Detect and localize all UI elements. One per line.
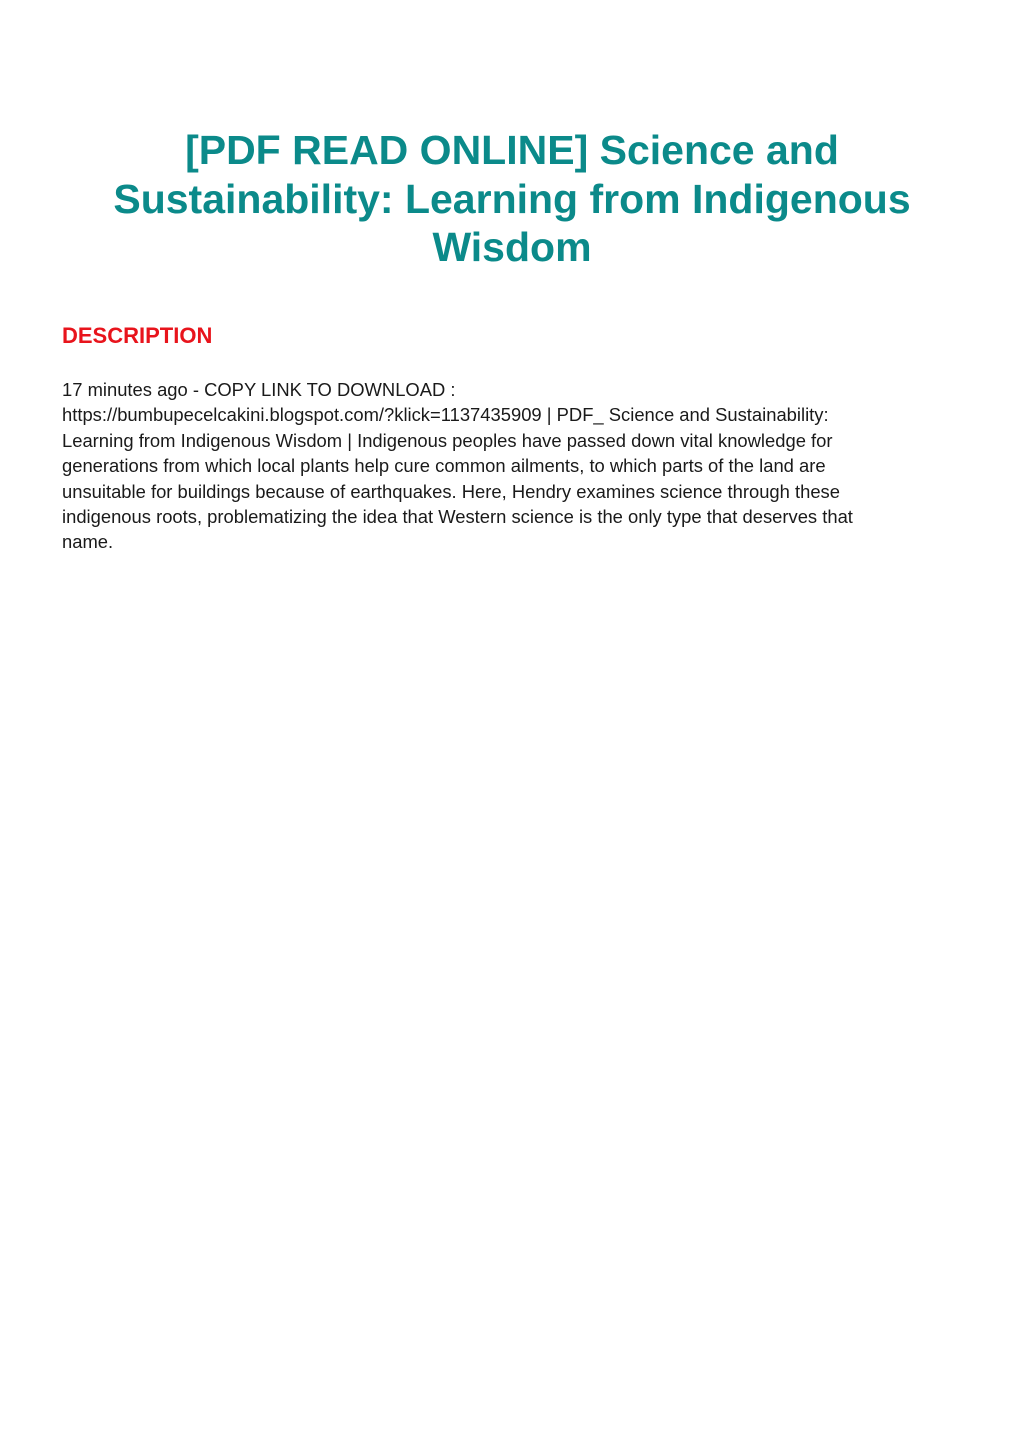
description-line-link: https://bumbupecelcakini.blogspot.com/?klick=1137435909 | PDF_ Science and Sustainability: (62, 404, 829, 426)
description-body (62, 377, 962, 555)
title-line: Wisdom (432, 224, 592, 270)
description-line: unsuitable for buildings because of earthquakes. Here, Hendry examines science through these (62, 480, 840, 502)
description-line: generations from which local plants help cure common ailments, to which parts of the land are (62, 455, 826, 477)
description-line: 17 minutes ago - COPY LINK TO DOWNLOAD : (62, 379, 456, 400)
title-line: Sustainability: Learning from Indigenous (113, 175, 911, 222)
title-line: [PDF READ ONLINE] Science and (185, 127, 839, 173)
description-line: indigenous roots, problematizing the idea that Western science is the only type that deserves that (62, 506, 853, 528)
description-line: name. (62, 531, 114, 553)
document-title (60, 126, 964, 272)
description-line: Learning from Indigenous Wisdom | Indigenous peoples have passed down vital knowledge for (62, 429, 833, 451)
description-heading: DESCRIPTION (62, 323, 213, 348)
